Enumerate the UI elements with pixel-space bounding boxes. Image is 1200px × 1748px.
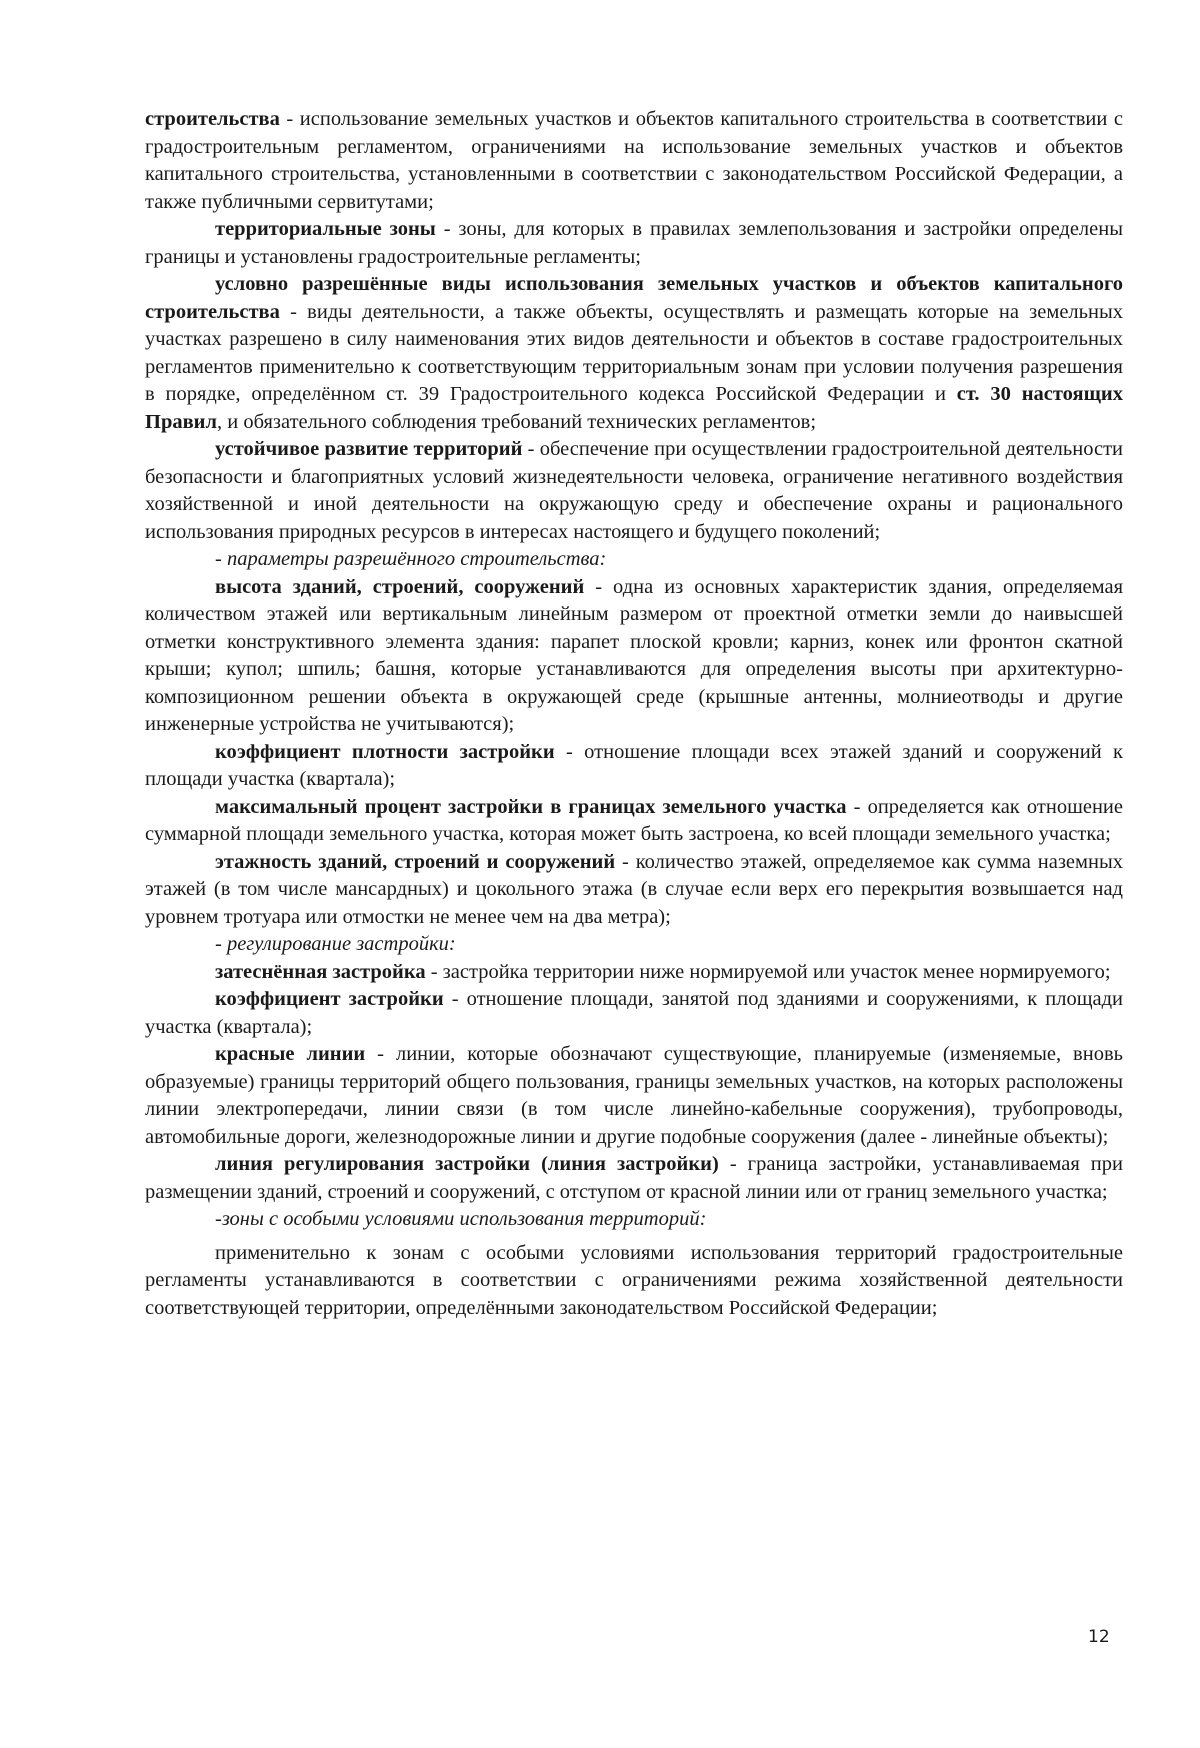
paragraph-max-coverage: максимальный процент застройки в границах земельного участка - определяется как отношение суммарной площади земельного участка, которая может быть застроена, ко всей площади земельного участка; (145, 795, 1123, 845)
term: линия регулирования застройки (линия застройки) (215, 1153, 719, 1175)
term: затеснённая застройка (215, 960, 426, 983)
term: территориальные зоны (215, 218, 436, 240)
paragraph-red-lines: красные линии - линии, которые обозначают существующие, планируемые (изменяемые, вновь образуемые) границы территорий общего пользования, границы земельных участков, на которых расположены линии электропередачи, линии связи (в том числе линейно-кабельные сооружения), трубопроводы, автомобильные дороги, железнодорожные линии и другие подобные сооружения (далее - линейные объекты); (145, 1043, 1123, 1148)
paragraph-density-coefficient: коэффициент плотности застройки - отношение площади всех этажей зданий и сооружений к площади участка (квартала); (145, 740, 1124, 790)
paragraph-cramped-development: затеснённая застройка - застройка территории ниже нормируемой или участок менее нормируемого; (215, 960, 1111, 983)
term: устойчивое развитие территорий (215, 438, 523, 460)
paragraph-coverage-coefficient: коэффициент застройки - отношение площади, занятой под зданиями и сооружениями, к площади участка (квартала); (145, 988, 1123, 1038)
paragraph-storeys: этажность зданий, строений и сооружений - количество этажей, определяемое как сумма наземных этажей (в том числе мансардных) и цокольного этажа (в случае если верх его перекрытия возвышается над уровнем тротуара или отмостки не менее чем на два метра); (145, 850, 1123, 928)
paragraph-building-height: высота зданий, строений, сооружений - одна из основных характеристик здания, определяемая количеством этажей или вертикальным линейным размером от проектной отметки земли до наивысшей отметки конструктивного элемента здания: парапет плоской кровли; карниз, конек или фронтон скатной крыши; купол; шпиль; башня, которые устанавливаются для определения высоты при архитектурно-композиционном решении объекта в окружающей среде (крышные антенны, молниеотводы и другие инженерные устройства не учитываются); (145, 575, 1124, 735)
term: коэффициент застройки (215, 988, 444, 1010)
section-heading-special-zones: -зоны с особыми условиями использования территорий: (215, 1208, 707, 1230)
term: высота зданий, строений, сооружений (215, 575, 585, 598)
paragraph-conditional-uses: условно разрешённые виды использования земельных участков и объектов капитального строительства - виды деятельности, а также объекты, осуществлять и размещать которые на земельных участках разрешено в силу наименования этих видов деятельности и объектов в составе градостроительных регламентов применительно к соответствующим территориальным зонам при условии получения разрешения в порядке, определённом ст. 39 Градостроительного кодекса Российской Федерации и ст. 30 настоящих Правил, и обязательного соблюдения требований технических регламентов; (145, 273, 1123, 433)
paragraph-building-line: линия регулирования застройки (линия застройки) - граница застройки, устанавливаемая при размещении зданий, строений и сооружений, с отступом от красной линии или от границ земельного участка; (145, 1153, 1123, 1203)
paragraph-special-zones: применительно к зонам с особыми условиями использования территорий градостроительные регламенты устанавливаются в соответствии с ограничениями режима хозяйственной деятельности соответствующей территории, определёнными законодательством Российской Федерации; (145, 1241, 1123, 1319)
section-heading-permitted-parameters: - параметры разрешённого строительства: (215, 548, 607, 570)
paragraph-territorial-zones: территориальные зоны - зоны, для которых в правилах землепользования и застройки определены границы и установлены градостроительные регламенты; (145, 218, 1123, 268)
term: строительства (145, 108, 280, 130)
term: условно разрешённые виды использования земельных участков и объектов капитального строительства (145, 273, 1123, 323)
term: максимальный процент застройки в границах земельного участка (215, 795, 847, 818)
paragraph-sustainable-development: устойчивое развитие территорий - обеспечение при осуществлении градостроительной деятельности безопасности и благоприятных условий жизнедеятельности человека, ограничение негативного воздействия хозяйственной и иной деятельности на окружающую среду и обеспечение охраны и рационального использования природных ресурсов в интересах настоящего и будущего поколений; (145, 438, 1124, 543)
term: этажность зданий, строений и сооружений (215, 850, 616, 873)
term: красные линии (215, 1043, 366, 1065)
section-heading-regulation: - регулирование застройки: (215, 933, 456, 955)
paragraph-construction: строительства - использование земельных участков и объектов капитального строительства в соответствии с градостроительным регламентом, ограничениями на использование земельных участков и объектов капитального строительства, установленными в соответствии с законодательством Российской Федерации, а также публичными сервитутами; (145, 108, 1123, 213)
term-reference: ст. 30 настоящих Правил (145, 383, 1123, 433)
term: коэффициент плотности застройки (215, 740, 555, 763)
document-body (145, 106, 1123, 1322)
page-number: 12 (1088, 1627, 1110, 1647)
